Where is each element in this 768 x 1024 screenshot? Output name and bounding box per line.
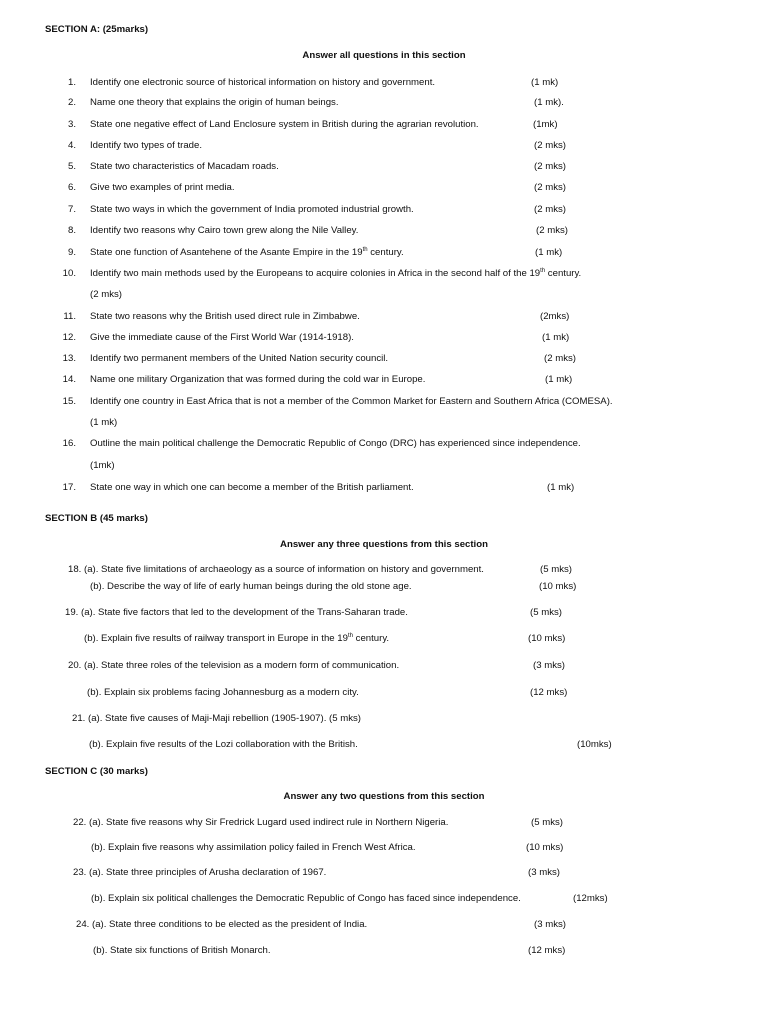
question-marks: (5 mks) — [540, 564, 572, 575]
question-marks: (1 mk) — [542, 332, 570, 343]
question-text: (b). Explain five results of railway transport in Europe in the 19th century. — [84, 633, 390, 644]
section-a-instruction: Answer all questions in this section — [302, 50, 466, 61]
question-text: State one way in which one can become a member of the British parliament. — [90, 482, 414, 493]
question-text: 21. (a). State five causes of Maji-Maji rebellion (1905-1907). (5 mks) — [72, 713, 361, 724]
question-number: 2. — [67, 97, 76, 108]
question-text: Give two examples of print media. — [90, 182, 235, 193]
question-marks: (2 mks) — [90, 289, 122, 300]
question-text: (b). State six functions of British Monarch. — [93, 945, 271, 956]
question-text: State one function of Asantehene of the Asante Empire in the 19th century. — [90, 247, 404, 258]
question-text: Give the immediate cause of the First World War (1914-1918). — [90, 332, 354, 343]
question-text: Identify two permanent members of the United Nation security council. — [90, 353, 389, 364]
question-text: State two reasons why the British used direct rule in Zimbabwe. — [90, 311, 360, 322]
section-b-instruction: Answer any three questions from this section — [280, 539, 488, 550]
question-number: 16. — [62, 438, 76, 449]
question-marks: (2 mks) — [534, 161, 566, 172]
question-marks: (10 mks) — [526, 842, 564, 853]
question-number: 15. — [62, 396, 76, 407]
question-marks: (1mk) — [90, 460, 115, 471]
question-text: State two characteristics of Macadam roads. — [90, 161, 279, 172]
section-a-heading: SECTION A: (25marks) — [45, 24, 149, 35]
question-marks: (10mks) — [577, 739, 612, 750]
section-c-instruction: Answer any two questions from this section — [283, 791, 485, 802]
question-number: 7. — [67, 204, 76, 215]
question-text: State two ways in which the government of India promoted industrial growth. — [90, 204, 414, 215]
question-text: (b). Describe the way of life of early human beings during the old stone age. — [90, 581, 412, 592]
question-marks: (12 mks) — [530, 687, 568, 698]
question-text: 22. (a). State five reasons why Sir Fredrick Lugard used indirect rule in Northern Nigeria. — [73, 817, 449, 828]
question-text: (b). Explain six political challenges the Democratic Republic of Congo has faced since independence. — [91, 893, 521, 904]
question-text: Identify one electronic source of historical information on history and government. — [90, 77, 436, 88]
question-text: Identify two types of trade. — [90, 140, 202, 151]
question-marks: (5 mks) — [531, 817, 563, 828]
question-text: Identify two main methods used by the Europeans to acquire colonies in Africa in the second half of the 19th century. — [90, 268, 582, 279]
question-text: Name one military Organization that was formed during the cold war in Europe. — [90, 374, 426, 385]
question-text: Name one theory that explains the origin of human beings. — [90, 97, 339, 108]
question-marks: (5 mks) — [530, 607, 562, 618]
question-text: Outline the main political challenge the Democratic Republic of Congo (DRC) has experienced since independence. — [90, 438, 581, 449]
question-text: (b). Explain five results of the Lozi collaboration with the British. — [89, 739, 358, 750]
question-marks: (2mks) — [540, 311, 570, 322]
question-number: 1. — [67, 77, 76, 88]
question-marks: (10 mks) — [528, 633, 566, 644]
question-number: 8. — [67, 225, 76, 236]
question-marks: (1 mk). — [534, 97, 564, 108]
question-number: 6. — [67, 182, 76, 193]
question-marks: (2 mks) — [534, 182, 566, 193]
question-marks: (1 mk) — [531, 77, 559, 88]
question-text: Identify one country in East Africa that is not a member of the Common Market for Eastern and Southern Africa (COMESA). — [90, 396, 613, 407]
question-marks: (3 mks) — [534, 919, 566, 930]
question-marks: (3 mks) — [533, 660, 565, 671]
question-text: 24. (a). State three conditions to be elected as the president of India. — [76, 919, 368, 930]
question-marks: (3 mks) — [528, 867, 560, 878]
question-number: 3. — [67, 119, 76, 130]
question-number: 11. — [63, 311, 76, 322]
question-text: 19. (a). State five factors that led to the development of the Trans-Saharan trade. — [65, 607, 408, 618]
question-text: (b). Explain six problems facing Johannesburg as a modern city. — [87, 687, 359, 698]
question-text: 20. (a). State three roles of the television as a modern form of communication. — [68, 660, 400, 671]
question-text: 23. (a). State three principles of Arusha declaration of 1967. — [73, 867, 327, 878]
question-text: State one negative effect of Land Enclosure system in British during the agrarian revolution. — [90, 119, 479, 130]
question-marks: (1 mk) — [535, 247, 563, 258]
question-marks: (12mks) — [573, 893, 608, 904]
question-number: 12. — [62, 332, 76, 343]
question-marks: (2 mks) — [534, 204, 566, 215]
question-marks: (10 mks) — [539, 581, 577, 592]
question-text: Identify two reasons why Cairo town grew along the Nile Valley. — [90, 225, 359, 236]
question-number: 14. — [62, 374, 76, 385]
question-marks: (12 mks) — [528, 945, 566, 956]
question-number: 5. — [67, 161, 76, 172]
question-number: 4. — [67, 140, 76, 151]
question-text: 18. (a). State five limitations of archaeology as a source of information on history and government. — [68, 564, 484, 575]
question-marks: (2 mks) — [536, 225, 568, 236]
section-b-heading: SECTION B (45 marks) — [45, 513, 148, 524]
question-number: 10. — [62, 268, 76, 279]
question-number: 9. — [67, 247, 76, 258]
question-number: 13. — [62, 353, 76, 364]
question-marks: (1 mk) — [547, 482, 575, 493]
question-text: (b). Explain five reasons why assimilation policy failed in French West Africa. — [91, 842, 416, 853]
question-marks: (1 mk) — [545, 374, 573, 385]
question-marks: (2 mks) — [534, 140, 566, 151]
question-marks: (2 mks) — [544, 353, 576, 364]
question-marks: (1 mk) — [90, 417, 118, 428]
question-marks: (1mk) — [533, 119, 558, 130]
section-c-heading: SECTION C (30 marks) — [45, 766, 148, 777]
question-number: 17. — [62, 482, 76, 493]
